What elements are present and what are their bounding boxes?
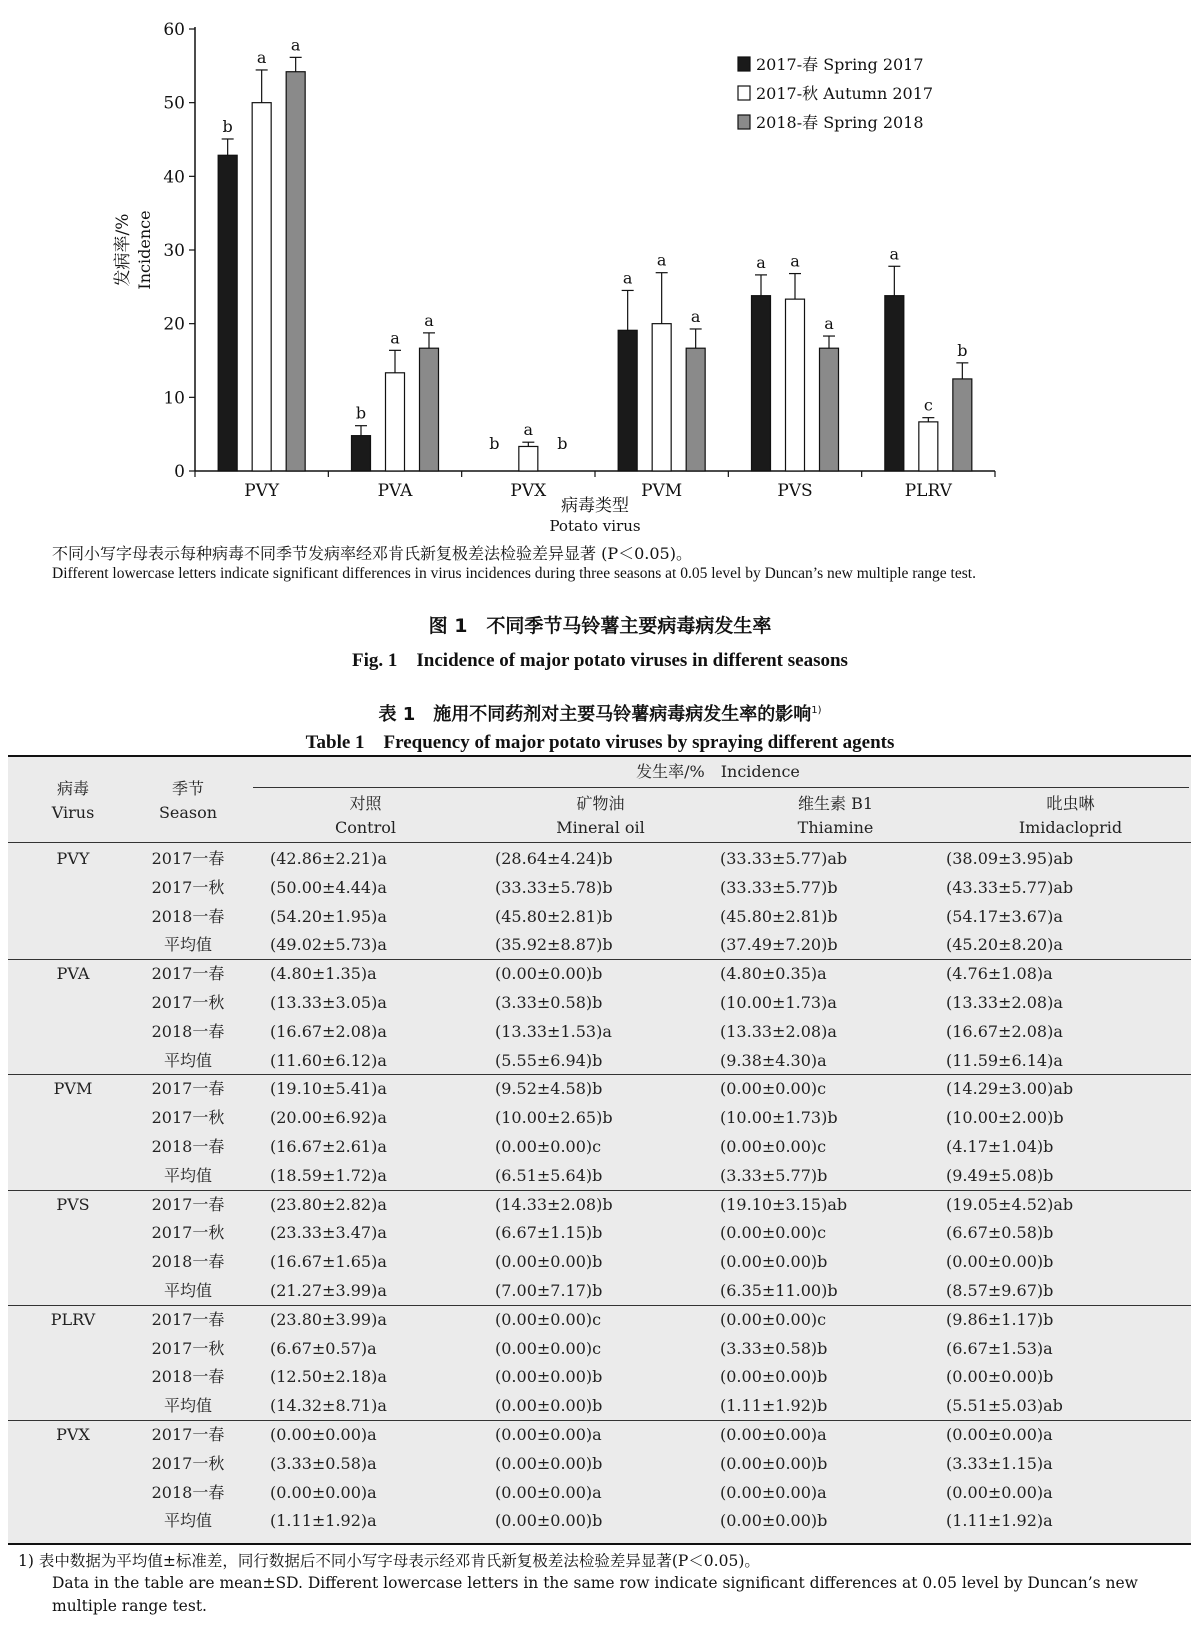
- value-cell: (33.33±5.77)ab: [720, 849, 848, 868]
- value-cell: (8.57±9.67)b: [946, 1281, 1054, 1300]
- season-cell: 2017一秋: [151, 1223, 225, 1243]
- value-cell: (0.00±0.00)c: [495, 1137, 602, 1156]
- virus-cell: PVX: [56, 1425, 90, 1444]
- value-cell: (4.17±1.04)b: [946, 1137, 1054, 1156]
- significance-letter: b: [222, 116, 233, 136]
- value-cell: (9.52±4.58)b: [495, 1079, 603, 1099]
- header-season-en: Season: [158, 803, 218, 822]
- legend-label: 2018-春 Spring 2018: [756, 113, 924, 132]
- significance-letter: b: [557, 434, 568, 453]
- header-col-imidacloprid-cn: 吡虫啉: [1046, 794, 1095, 813]
- virus-cell: PVS: [56, 1194, 90, 1214]
- value-cell: (0.00±0.00)a: [720, 1425, 827, 1444]
- value-cell: (45.80±2.81)b: [495, 906, 613, 926]
- season-cell: 2017一春: [151, 1425, 225, 1444]
- legend-swatch: [738, 57, 750, 71]
- bar: [519, 446, 538, 471]
- season-cell: 平均值: [163, 1396, 212, 1416]
- value-cell: (35.92±8.87)b: [495, 935, 613, 955]
- value-cell: (0.00±0.00)b: [946, 1367, 1054, 1387]
- season-cell: 2017一秋: [151, 1453, 225, 1473]
- value-cell: (0.00±0.00)b: [946, 1252, 1054, 1272]
- table-caption-cn: 表 1 施用不同药剂对主要马铃薯病毒病发生率的影响$^{1)}$: [378, 704, 822, 725]
- bar: [386, 373, 405, 471]
- value-cell: (3.33±0.58)a: [270, 1453, 377, 1473]
- season-cell: 2017一春: [151, 1309, 225, 1329]
- value-cell: (5.51±5.03)ab: [946, 1396, 1063, 1416]
- bar: [652, 324, 671, 471]
- y-tick-label: 40: [163, 167, 185, 188]
- value-cell: (10.00±2.00)b: [946, 1108, 1064, 1128]
- y-tick-label: 50: [163, 93, 185, 114]
- value-cell: (0.00±0.00)b: [495, 964, 603, 984]
- header-col-control-cn: 对照: [349, 794, 382, 813]
- value-cell: (0.00±0.00)c: [495, 1338, 602, 1358]
- season-cell: 平均值: [163, 1165, 212, 1185]
- legend-swatch: [738, 86, 750, 100]
- value-cell: (6.67±0.58)b: [946, 1223, 1054, 1243]
- value-cell: (11.60±6.12)a: [270, 1050, 387, 1070]
- value-cell: (0.00±0.00)c: [495, 1309, 602, 1329]
- legend-label: 2017-春 Spring 2017: [756, 55, 924, 74]
- y-tick-label: 0: [174, 462, 185, 482]
- y-tick-label: 10: [163, 388, 185, 409]
- value-cell: (0.00±0.00)b: [495, 1453, 603, 1473]
- season-cell: 2018一春: [151, 906, 225, 926]
- significance-letter: a: [656, 250, 667, 270]
- table-caption-en: Table 1 Frequency of major potato viruses by spraying different agents: [305, 732, 895, 753]
- value-cell: (23.80±3.99)a: [270, 1309, 387, 1329]
- value-cell: (3.33±0.58)b: [720, 1338, 828, 1358]
- value-cell: (0.00±0.00)b: [495, 1511, 603, 1531]
- season-cell: 平均值: [163, 1281, 212, 1300]
- value-cell: (16.67±1.65)a: [270, 1252, 387, 1272]
- value-cell: (38.09±3.95)ab: [946, 849, 1074, 868]
- value-cell: (43.33±5.77)ab: [946, 877, 1074, 897]
- figure-caption-en: Fig. 1 Incidence of major potato viruses in different seasons: [352, 650, 848, 671]
- value-cell: (14.32±8.71)a: [270, 1396, 387, 1416]
- value-cell: (19.05±4.52)ab: [946, 1194, 1074, 1214]
- value-cell: (0.00±0.00)a: [270, 1482, 377, 1502]
- value-cell: (0.00±0.00)b: [720, 1252, 828, 1272]
- value-cell: (0.00±0.00)b: [495, 1252, 603, 1272]
- significance-letter: a: [690, 306, 701, 326]
- value-cell: (6.51±5.64)b: [495, 1165, 603, 1185]
- season-cell: 2017一秋: [151, 1338, 225, 1358]
- value-cell: (0.00±0.00)b: [495, 1396, 603, 1416]
- value-cell: (0.00±0.00)a: [720, 1482, 827, 1502]
- x-tick-label: PVA: [377, 481, 413, 501]
- season-cell: 2018一春: [151, 1482, 225, 1502]
- season-cell: 2017一春: [151, 1079, 225, 1099]
- value-cell: (3.33±1.15)a: [946, 1453, 1053, 1473]
- value-cell: (4.80±1.35)a: [270, 964, 377, 984]
- bar: [218, 155, 237, 471]
- y-axis-label-en: Incidence: [135, 210, 154, 290]
- value-cell: (33.33±5.77)b: [720, 877, 838, 897]
- figure-note-cn: 不同小写字母表示每种病毒不同季节发病率经邓肯氏新复极差法检验差异显著 (P＜0.05)。: [52, 544, 692, 563]
- table-footnote-en: Data in the table are mean±SD. Different lowercase letters in the same row indicate significant differences at 0.05 level by Duncan’s new multiple range test.: [52, 1574, 1138, 1615]
- bar: [618, 330, 637, 471]
- header-col-mineral-oil-cn: 矿物油: [576, 794, 625, 813]
- bar-chart: [0, 0, 1200, 535]
- header-col-thiamine: [718, 792, 953, 840]
- value-cell: (0.00±0.00)a: [495, 1425, 602, 1444]
- season-cell: 2018一春: [151, 1252, 225, 1272]
- value-cell: (28.64±4.24)b: [495, 849, 613, 868]
- value-cell: (0.00±0.00)b: [720, 1511, 828, 1531]
- value-cell: (14.33±2.08)b: [495, 1194, 613, 1214]
- value-cell: (1.11±1.92)a: [946, 1511, 1053, 1531]
- bar: [252, 103, 271, 471]
- value-cell: (0.00±0.00)c: [720, 1079, 827, 1099]
- table-caption-footnote-mark: 1): [811, 705, 822, 716]
- value-cell: (9.86±1.17)b: [946, 1309, 1054, 1329]
- value-cell: (0.00±0.00)c: [720, 1309, 827, 1329]
- season-cell: 2017一秋: [151, 1108, 225, 1128]
- value-cell: (54.20±1.95)a: [270, 906, 387, 926]
- bar: [885, 296, 904, 471]
- value-cell: (0.00±0.00)a: [270, 1425, 377, 1444]
- virus-cell: PLRV: [50, 1309, 96, 1329]
- value-cell: (19.10±3.15)ab: [720, 1194, 848, 1214]
- value-cell: (19.10±5.41)a: [270, 1079, 387, 1099]
- value-cell: (0.00±0.00)b: [495, 1367, 603, 1387]
- x-axis-label-en: Potato virus: [549, 517, 641, 535]
- header-col-mineral-oil-en: Mineral oil: [556, 818, 645, 837]
- value-cell: (9.49±5.08)b: [946, 1165, 1054, 1185]
- bar: [352, 436, 371, 471]
- significance-letter: a: [790, 251, 800, 271]
- value-cell: (12.50±2.18)a: [270, 1367, 387, 1387]
- value-cell: (3.33±0.58)b: [495, 993, 603, 1012]
- x-tick-label: PVS: [777, 481, 813, 501]
- value-cell: (23.80±2.82)a: [270, 1194, 387, 1214]
- season-cell: 2017一秋: [151, 993, 225, 1012]
- value-cell: (45.20±8.20)a: [946, 935, 1063, 955]
- bar: [420, 348, 439, 471]
- value-cell: (13.33±2.08)a: [720, 1021, 837, 1041]
- value-cell: (16.67±2.08)a: [946, 1021, 1063, 1041]
- header-col-control-en: Control: [334, 818, 396, 837]
- y-tick-label: 60: [163, 20, 185, 40]
- value-cell: (49.02±5.73)a: [270, 935, 387, 955]
- season-cell: 平均值: [163, 1050, 212, 1070]
- value-cell: (45.80±2.81)b: [720, 906, 838, 926]
- value-cell: (18.59±1.72)a: [270, 1165, 387, 1185]
- value-cell: (33.33±5.78)b: [495, 877, 613, 897]
- significance-letter: a: [756, 252, 766, 272]
- value-cell: (54.17±3.67)a: [946, 906, 1063, 926]
- x-tick-label: PLRV: [904, 481, 952, 501]
- header-col-imidacloprid: [953, 792, 1188, 840]
- value-cell: (0.00±0.00)a: [495, 1482, 602, 1502]
- virus-cell: PVM: [53, 1079, 93, 1099]
- x-axis-label-cn: 病毒类型: [561, 496, 629, 516]
- header-virus-en: Virus: [51, 803, 95, 822]
- virus-cell: PVA: [56, 964, 90, 984]
- legend-swatch: [738, 115, 750, 129]
- season-cell: 2017一春: [151, 964, 225, 984]
- table-footnote-cn: 1) 表中数据为平均值±标准差，同行数据后不同小写字母表示经邓肯氏新复极差法检验差异显著(P＜0.05)。: [18, 1552, 760, 1570]
- value-cell: (10.00±2.65)b: [495, 1108, 613, 1128]
- significance-letter: b: [355, 403, 367, 423]
- header-season-cn: 季节: [171, 779, 204, 798]
- significance-letter: a: [390, 328, 400, 348]
- y-tick-label: 20: [163, 314, 185, 335]
- value-cell: (6.35±11.00)b: [720, 1281, 838, 1300]
- value-cell: (13.33±1.53)a: [495, 1021, 612, 1041]
- value-cell: (6.67±0.57)a: [270, 1338, 377, 1358]
- value-cell: (10.00±1.73)b: [720, 1108, 838, 1128]
- value-cell: (6.67±1.53)a: [946, 1338, 1053, 1358]
- legend-label: 2017-秋 Autumn 2017: [756, 84, 934, 103]
- season-cell: 平均值: [163, 1511, 212, 1531]
- bar: [752, 296, 771, 471]
- season-cell: 2017一春: [151, 849, 225, 868]
- value-cell: (1.11±1.92)b: [720, 1396, 828, 1416]
- figure-note-en: Different lowercase letters indicate significant differences in virus incidences during three seasons at 0.05 level by Duncan’s new multiple range test.: [52, 565, 976, 582]
- season-cell: 2018一春: [151, 1367, 225, 1387]
- significance-letter: a: [290, 35, 301, 55]
- significance-letter: a: [256, 47, 267, 67]
- value-cell: (13.33±3.05)a: [270, 993, 387, 1012]
- value-cell: (9.38±4.30)a: [720, 1050, 827, 1070]
- value-cell: (4.80±0.35)a: [720, 964, 827, 984]
- data-table: [8, 755, 1191, 1545]
- value-cell: (3.33±5.77)b: [720, 1165, 828, 1185]
- header-bottom-rule: [8, 842, 1191, 843]
- significance-letter: b: [957, 340, 968, 360]
- season-cell: 2018一春: [151, 1137, 225, 1156]
- value-cell: (16.67±2.61)a: [270, 1137, 387, 1156]
- virus-cell: PVY: [56, 849, 90, 868]
- season-cell: 2017一春: [151, 1194, 225, 1214]
- x-tick-label: PVX: [510, 481, 547, 501]
- significance-letter: a: [424, 310, 434, 330]
- value-cell: (0.00±0.00)b: [720, 1367, 828, 1387]
- value-cell: (0.00±0.00)b: [720, 1453, 828, 1473]
- bar: [953, 379, 972, 471]
- value-cell: (0.00±0.00)a: [946, 1425, 1053, 1444]
- bar: [919, 422, 938, 471]
- significance-letter: a: [824, 314, 834, 334]
- value-cell: (37.49±7.20)b: [720, 935, 838, 955]
- figure-caption-cn: 图 1 不同季节马铃薯主要病毒病发生率: [428, 615, 772, 637]
- value-cell: (0.00±0.00)c: [720, 1137, 827, 1156]
- x-tick-label: PVM: [641, 481, 683, 501]
- value-cell: (10.00±1.73)a: [720, 993, 837, 1012]
- value-cell: (1.11±1.92)a: [270, 1511, 377, 1531]
- y-axis-label-cn: 发病率/%: [113, 213, 133, 287]
- significance-letter: a: [523, 420, 534, 440]
- y-tick-label: 30: [163, 241, 185, 261]
- bar: [286, 72, 305, 471]
- x-tick-label: PVY: [244, 481, 280, 501]
- bar: [686, 348, 705, 471]
- header-col-imidacloprid-en: Imidacloprid: [1018, 818, 1123, 837]
- value-cell: (23.33±3.47)a: [270, 1223, 387, 1243]
- value-cell: (0.00±0.00)a: [946, 1482, 1053, 1502]
- value-cell: (5.55±6.94)b: [495, 1050, 603, 1070]
- header-season: [128, 777, 248, 825]
- header-col-thiamine-cn: 维生素 B1: [797, 794, 874, 813]
- header-col-thiamine-en: Thiamine: [797, 818, 874, 837]
- value-cell: (14.29±3.00)ab: [946, 1079, 1074, 1099]
- header-col-mineral-oil: [483, 792, 718, 840]
- header-divider: [253, 787, 1189, 788]
- bar: [786, 299, 805, 471]
- value-cell: (20.00±6.92)a: [270, 1108, 387, 1128]
- season-cell: 2017一秋: [151, 877, 225, 897]
- header-incidence: 发生率/% Incidence: [636, 762, 800, 781]
- header-col-control: [248, 792, 483, 840]
- significance-letter: a: [889, 244, 900, 264]
- season-cell: 平均值: [163, 935, 212, 955]
- value-cell: (16.67±2.08)a: [270, 1021, 387, 1041]
- significance-letter: a: [622, 268, 633, 288]
- header-virus: [18, 777, 128, 825]
- significance-letter: b: [489, 434, 500, 453]
- value-cell: (7.00±7.17)b: [495, 1281, 603, 1300]
- value-cell: (13.33±2.08)a: [946, 993, 1063, 1012]
- value-cell: (21.27±3.99)a: [270, 1281, 387, 1300]
- value-cell: (6.67±1.15)b: [495, 1223, 603, 1243]
- header-virus-cn: 病毒: [56, 779, 89, 798]
- significance-letter: c: [923, 395, 933, 415]
- value-cell: (0.00±0.00)c: [720, 1223, 827, 1243]
- value-cell: (11.59±6.14)a: [946, 1050, 1063, 1070]
- value-cell: (50.00±4.44)a: [270, 877, 387, 897]
- value-cell: (4.76±1.08)a: [946, 964, 1053, 984]
- value-cell: (42.86±2.21)a: [270, 849, 387, 868]
- season-cell: 2018一春: [151, 1021, 225, 1041]
- bar: [820, 348, 839, 471]
